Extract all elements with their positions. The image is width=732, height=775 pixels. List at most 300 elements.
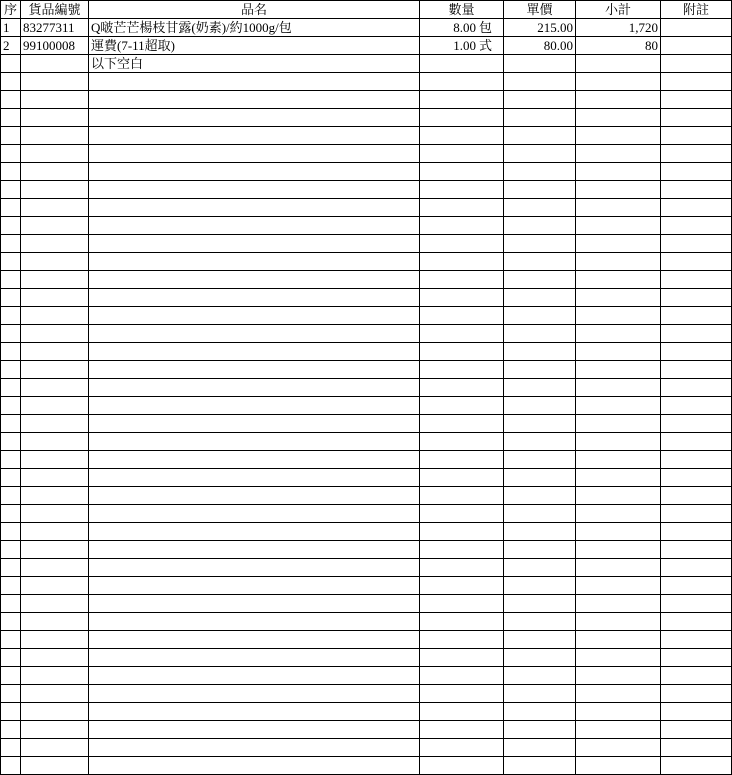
cell-empty	[576, 199, 661, 217]
cell-empty	[1, 145, 21, 163]
cell-empty	[504, 739, 576, 757]
cell-empty	[661, 721, 732, 739]
cell-empty	[504, 91, 576, 109]
cell-empty	[661, 163, 732, 181]
cell-empty	[89, 343, 420, 361]
cell-empty	[504, 703, 576, 721]
cell-empty	[576, 451, 661, 469]
table-row-empty[interactable]	[1, 73, 732, 91]
cell-empty	[576, 217, 661, 235]
cell-empty	[89, 613, 420, 631]
cell-empty	[576, 307, 661, 325]
cell-empty	[21, 559, 89, 577]
cell-empty	[661, 253, 732, 271]
cell-empty	[420, 667, 504, 685]
cell-empty	[420, 703, 504, 721]
cell-empty	[504, 73, 576, 91]
table-row-empty[interactable]	[1, 721, 732, 739]
cell-empty	[661, 73, 732, 91]
cell-empty	[420, 145, 504, 163]
cell-empty	[89, 307, 420, 325]
cell-empty	[1, 307, 21, 325]
cell-empty	[661, 397, 732, 415]
table-row-empty[interactable]	[1, 307, 732, 325]
cell-empty	[420, 433, 504, 451]
cell-empty	[576, 181, 661, 199]
cell-empty	[420, 271, 504, 289]
table-header-row	[1, 1, 732, 19]
cell-empty	[89, 595, 420, 613]
table-row-empty[interactable]	[1, 487, 732, 505]
cell-empty	[420, 757, 504, 775]
cell-empty	[420, 739, 504, 757]
table-row-empty[interactable]	[1, 505, 732, 523]
cell-qty	[420, 19, 504, 37]
cell-empty	[21, 325, 89, 343]
cell-empty	[420, 541, 504, 559]
cell-empty	[420, 109, 504, 127]
cell-empty	[89, 685, 420, 703]
cell-empty	[661, 703, 732, 721]
table-row-empty[interactable]	[1, 613, 732, 631]
cell-empty	[504, 199, 576, 217]
cell-empty	[661, 757, 732, 775]
table-row-empty[interactable]	[1, 325, 732, 343]
table-row-empty[interactable]	[1, 757, 732, 775]
cell-empty	[420, 649, 504, 667]
cell-empty	[661, 307, 732, 325]
cell-empty	[1, 505, 21, 523]
table-row-empty[interactable]	[1, 199, 732, 217]
cell-empty	[661, 145, 732, 163]
cell-empty	[576, 109, 661, 127]
table-row-empty[interactable]	[1, 667, 732, 685]
cell-empty	[89, 757, 420, 775]
cell-empty	[661, 289, 732, 307]
table-row-trailing-note[interactable]	[1, 55, 732, 73]
cell-empty	[89, 253, 420, 271]
cell-empty	[420, 199, 504, 217]
cell-empty	[89, 505, 420, 523]
table-row-empty[interactable]	[1, 577, 732, 595]
cell-empty	[661, 613, 732, 631]
cell-empty	[1, 343, 21, 361]
cell-empty	[1, 397, 21, 415]
cell-empty	[420, 91, 504, 109]
cell-empty	[576, 91, 661, 109]
cell-empty	[420, 217, 504, 235]
cell-empty	[661, 433, 732, 451]
table-row-empty[interactable]	[1, 523, 732, 541]
cell-empty	[89, 631, 420, 649]
cell-empty	[661, 451, 732, 469]
table-row-empty[interactable]	[1, 469, 732, 487]
table-row-empty[interactable]	[1, 163, 732, 181]
column-header-note: 附註	[661, 1, 732, 19]
cell-empty	[89, 397, 420, 415]
cell-empty	[21, 613, 89, 631]
cell-empty	[504, 415, 576, 433]
cell-empty	[661, 469, 732, 487]
cell-empty	[504, 577, 576, 595]
cell-empty	[21, 145, 89, 163]
cell-note	[661, 55, 732, 73]
cell-empty	[576, 235, 661, 253]
table-row-empty[interactable]	[1, 253, 732, 271]
table-row-empty[interactable]	[1, 685, 732, 703]
cell-name: 運費(7-11超取)	[89, 37, 420, 55]
cell-empty	[576, 487, 661, 505]
cell-empty	[89, 541, 420, 559]
cell-empty	[21, 631, 89, 649]
cell-empty	[21, 649, 89, 667]
cell-seq: 2	[1, 37, 21, 55]
cell-empty	[1, 379, 21, 397]
cell-empty	[661, 649, 732, 667]
cell-empty	[504, 487, 576, 505]
cell-empty	[89, 523, 420, 541]
cell-empty	[21, 235, 89, 253]
cell-price: 215.00	[504, 19, 576, 37]
cell-empty	[576, 325, 661, 343]
cell-empty	[21, 487, 89, 505]
cell-empty	[576, 613, 661, 631]
cell-empty	[504, 469, 576, 487]
cell-empty	[21, 109, 89, 127]
table-row-empty[interactable]	[1, 289, 732, 307]
cell-empty	[420, 469, 504, 487]
cell-empty	[504, 649, 576, 667]
cell-empty	[89, 703, 420, 721]
table-row-empty[interactable]	[1, 739, 732, 757]
cell-empty	[1, 217, 21, 235]
cell-empty	[21, 163, 89, 181]
cell-empty	[420, 181, 504, 199]
cell-empty	[576, 289, 661, 307]
cell-empty	[89, 739, 420, 757]
cell-empty	[1, 613, 21, 631]
cell-code: 99100008	[21, 37, 89, 55]
cell-empty	[504, 685, 576, 703]
cell-empty	[420, 487, 504, 505]
cell-empty	[504, 631, 576, 649]
cell-empty	[21, 667, 89, 685]
cell-empty	[504, 559, 576, 577]
cell-empty	[1, 631, 21, 649]
cell-empty	[1, 109, 21, 127]
column-header-code: 貨品編號	[21, 1, 89, 19]
table-row-empty[interactable]	[1, 631, 732, 649]
cell-qty-unit: 包	[479, 19, 493, 35]
cell-empty	[661, 415, 732, 433]
table-row-empty[interactable]	[1, 451, 732, 469]
cell-empty	[21, 433, 89, 451]
cell-empty	[89, 559, 420, 577]
table-row-empty[interactable]	[1, 703, 732, 721]
cell-empty	[1, 433, 21, 451]
cell-empty	[1, 667, 21, 685]
cell-empty	[21, 181, 89, 199]
cell-empty	[1, 73, 21, 91]
cell-empty	[21, 541, 89, 559]
cell-empty	[661, 91, 732, 109]
cell-empty	[21, 289, 89, 307]
cell-empty	[420, 595, 504, 613]
cell-empty	[420, 307, 504, 325]
cell-empty	[21, 91, 89, 109]
cell-empty	[89, 415, 420, 433]
cell-empty	[576, 253, 661, 271]
cell-subtotal	[576, 55, 661, 73]
cell-empty	[89, 217, 420, 235]
cell-empty	[21, 685, 89, 703]
cell-empty	[504, 451, 576, 469]
cell-empty	[661, 523, 732, 541]
cell-empty	[21, 361, 89, 379]
cell-empty	[420, 397, 504, 415]
cell-empty	[420, 289, 504, 307]
cell-empty	[504, 721, 576, 739]
cell-empty	[21, 703, 89, 721]
cell-empty	[21, 379, 89, 397]
table-row-empty[interactable]	[1, 361, 732, 379]
cell-empty	[661, 577, 732, 595]
table-row[interactable]	[1, 19, 732, 37]
cell-empty	[1, 325, 21, 343]
cell-empty	[1, 415, 21, 433]
cell-empty	[89, 199, 420, 217]
cell-empty	[89, 127, 420, 145]
cell-empty	[21, 343, 89, 361]
cell-seq	[1, 55, 21, 73]
cell-empty	[576, 649, 661, 667]
cell-empty	[1, 199, 21, 217]
cell-empty	[576, 415, 661, 433]
cell-empty	[504, 361, 576, 379]
cell-empty	[89, 433, 420, 451]
cell-empty	[576, 145, 661, 163]
table-row-empty[interactable]	[1, 271, 732, 289]
cell-empty	[21, 271, 89, 289]
table-row-empty[interactable]	[1, 397, 732, 415]
cell-empty	[1, 739, 21, 757]
cell-empty	[1, 649, 21, 667]
cell-empty	[504, 109, 576, 127]
cell-empty	[504, 595, 576, 613]
cell-empty	[21, 451, 89, 469]
cell-empty	[1, 289, 21, 307]
table-row-empty[interactable]	[1, 217, 732, 235]
cell-empty	[420, 577, 504, 595]
cell-empty	[661, 505, 732, 523]
cell-empty	[661, 379, 732, 397]
cell-empty	[661, 487, 732, 505]
cell-empty	[576, 685, 661, 703]
cell-empty	[576, 361, 661, 379]
table-row-empty[interactable]	[1, 181, 732, 199]
table-row-empty[interactable]	[1, 415, 732, 433]
cell-empty	[1, 487, 21, 505]
cell-empty	[661, 127, 732, 145]
cell-empty	[576, 127, 661, 145]
cell-note	[661, 37, 732, 55]
cell-empty	[89, 109, 420, 127]
cell-empty	[420, 253, 504, 271]
cell-empty	[89, 451, 420, 469]
cell-empty	[420, 559, 504, 577]
table-row-empty[interactable]	[1, 649, 732, 667]
cell-empty	[504, 181, 576, 199]
cell-empty	[420, 343, 504, 361]
cell-empty	[420, 523, 504, 541]
cell-empty	[504, 541, 576, 559]
table-row[interactable]	[1, 37, 732, 55]
cell-empty	[1, 577, 21, 595]
cell-empty	[661, 667, 732, 685]
cell-empty	[420, 73, 504, 91]
table-row-empty[interactable]	[1, 109, 732, 127]
cell-empty	[576, 523, 661, 541]
cell-empty	[21, 505, 89, 523]
table-row-empty[interactable]	[1, 595, 732, 613]
cell-empty	[420, 127, 504, 145]
cell-empty	[21, 73, 89, 91]
table-row-empty[interactable]	[1, 235, 732, 253]
cell-empty	[1, 721, 21, 739]
cell-empty	[661, 739, 732, 757]
cell-subtotal: 80	[576, 37, 661, 55]
cell-empty	[1, 469, 21, 487]
cell-empty	[1, 523, 21, 541]
cell-empty	[576, 559, 661, 577]
cell-empty	[576, 541, 661, 559]
cell-empty	[420, 631, 504, 649]
cell-seq: 1	[1, 19, 21, 37]
cell-empty	[89, 73, 420, 91]
cell-empty	[661, 217, 732, 235]
cell-qty	[420, 55, 504, 73]
cell-empty	[420, 685, 504, 703]
cell-empty	[576, 379, 661, 397]
cell-empty	[89, 487, 420, 505]
cell-empty	[504, 235, 576, 253]
cell-name: Q啵芒芒楊枝甘露(奶素)/約1000g/包	[89, 19, 420, 37]
cell-empty	[21, 253, 89, 271]
cell-empty	[89, 469, 420, 487]
cell-empty	[576, 163, 661, 181]
cell-empty	[420, 163, 504, 181]
cell-qty-unit: 式	[479, 37, 493, 53]
cell-empty	[420, 361, 504, 379]
table-row-empty[interactable]	[1, 145, 732, 163]
cell-empty	[661, 631, 732, 649]
cell-empty	[576, 631, 661, 649]
table-row-empty[interactable]	[1, 127, 732, 145]
cell-code	[21, 55, 89, 73]
cell-empty	[576, 577, 661, 595]
table-row-empty[interactable]	[1, 343, 732, 361]
cell-empty	[661, 685, 732, 703]
cell-empty	[21, 397, 89, 415]
cell-empty	[504, 433, 576, 451]
cell-empty	[576, 721, 661, 739]
cell-qty	[420, 37, 504, 55]
cell-empty	[504, 397, 576, 415]
column-header-seq: 序	[1, 1, 21, 19]
cell-empty	[420, 505, 504, 523]
cell-empty	[89, 667, 420, 685]
cell-empty	[420, 379, 504, 397]
cell-empty	[21, 127, 89, 145]
cell-empty	[504, 613, 576, 631]
cell-empty	[420, 415, 504, 433]
column-header-price: 單價	[504, 1, 576, 19]
cell-empty	[21, 307, 89, 325]
column-header-sub: 小計	[576, 1, 661, 19]
cell-empty	[661, 595, 732, 613]
cell-empty	[89, 145, 420, 163]
cell-empty	[576, 505, 661, 523]
cell-empty	[504, 307, 576, 325]
cell-empty	[1, 685, 21, 703]
cell-empty	[21, 415, 89, 433]
cell-empty	[576, 469, 661, 487]
cell-empty	[661, 541, 732, 559]
cell-empty	[661, 271, 732, 289]
cell-empty	[1, 271, 21, 289]
cell-empty	[420, 235, 504, 253]
cell-empty	[504, 145, 576, 163]
cell-empty	[89, 163, 420, 181]
cell-empty	[504, 505, 576, 523]
cell-empty	[89, 325, 420, 343]
cell-empty	[661, 343, 732, 361]
cell-empty	[420, 613, 504, 631]
cell-empty	[576, 703, 661, 721]
cell-code: 83277311	[21, 19, 89, 37]
table-row-empty[interactable]	[1, 433, 732, 451]
cell-empty	[504, 127, 576, 145]
cell-empty	[420, 325, 504, 343]
cell-empty	[89, 271, 420, 289]
cell-empty	[21, 739, 89, 757]
cell-empty	[576, 667, 661, 685]
table-row-empty[interactable]	[1, 379, 732, 397]
cell-empty	[576, 73, 661, 91]
cell-empty	[504, 343, 576, 361]
cell-empty	[504, 217, 576, 235]
cell-empty	[661, 109, 732, 127]
cell-empty	[504, 163, 576, 181]
table-row-empty[interactable]	[1, 91, 732, 109]
column-header-name: 品名	[89, 1, 420, 19]
cell-empty	[89, 235, 420, 253]
cell-empty	[576, 757, 661, 775]
cell-empty	[420, 451, 504, 469]
cell-empty	[1, 451, 21, 469]
cell-empty	[661, 235, 732, 253]
cell-empty	[89, 649, 420, 667]
cell-empty	[89, 361, 420, 379]
cell-empty	[21, 199, 89, 217]
table-row-empty[interactable]	[1, 559, 732, 577]
cell-empty	[576, 397, 661, 415]
cell-note	[661, 19, 732, 37]
cell-empty	[89, 721, 420, 739]
cell-empty	[1, 181, 21, 199]
table-row-empty[interactable]	[1, 541, 732, 559]
cell-empty	[1, 361, 21, 379]
